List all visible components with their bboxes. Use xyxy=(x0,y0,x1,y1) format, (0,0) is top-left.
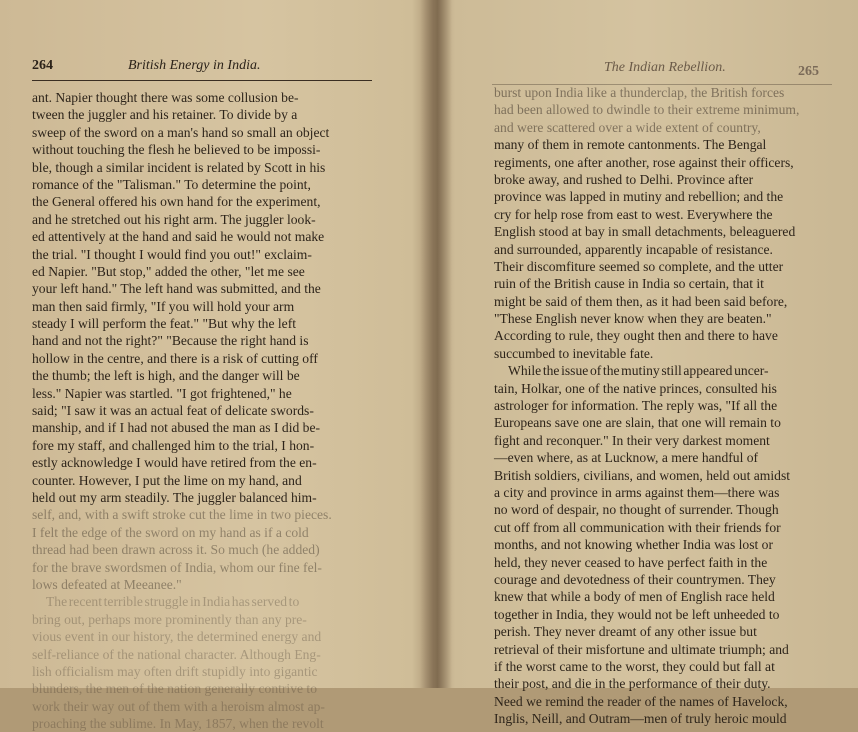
text-line: perish. They never dreamt of any other issue but xyxy=(494,624,757,640)
text-line: held, they never ceased to have perfect faith in the xyxy=(494,554,768,570)
right-page xyxy=(436,0,858,727)
text-line: courage and devotedness of their countrymen. They xyxy=(494,571,776,587)
text-line: ruin of the British cause in India so certain, that it xyxy=(494,276,764,292)
text-line: knew that while a body of men of English race held xyxy=(494,589,775,605)
header-rule xyxy=(32,80,372,81)
text-line: for the brave swordsmen of India, whom our fine fel- xyxy=(32,559,322,575)
text-line: counter. However, I put the lime on my hand, and xyxy=(32,472,302,488)
running-head: British Energy in India. xyxy=(128,58,261,73)
page-body xyxy=(494,84,834,727)
text-line: English stood at bay in small detachments, beleaguered xyxy=(494,224,796,240)
text-line: I felt the edge of the sword on my hand as if a cold xyxy=(32,524,309,540)
text-line: self, and, with a swift stroke cut the lime in two pieces. xyxy=(32,507,332,523)
text-line: broke away, and rushed to Delhi. Province after xyxy=(494,171,754,187)
text-line: fore my staff, and challenged him to the trial, I hon- xyxy=(32,437,315,453)
text-line: bring out, perhaps more prominently than any pre- xyxy=(32,611,307,627)
text-line: and surrounded, apparently incapable of resistance. xyxy=(494,241,773,257)
text-line: regiments, one after another, rose against their officers, xyxy=(494,154,794,170)
text-line: many of them in remote cantonments. The Bengal xyxy=(494,137,767,153)
text-line: without touching the flesh he believed to be impossi- xyxy=(32,142,321,158)
text-line: a city and province in arms against them—there was xyxy=(494,484,780,500)
text-line: province was lapped in mutiny and rebellion; and the xyxy=(494,189,784,205)
text-line: astrologer for information. The reply was, "If all the xyxy=(494,398,778,414)
text-line: Inglis, Neill, and Outram—men of truly heroic mould xyxy=(494,711,787,727)
text-line: lows defeated at Meeanee." xyxy=(32,576,182,592)
text-line: cut off from all communication with their friends for xyxy=(494,519,781,535)
text-line: together in India, they would not be left unheeded to xyxy=(494,606,780,622)
text-line: sweep of the sword on a man's hand so small an object xyxy=(32,124,330,140)
text-line: tain, Holkar, one of the native princes, consulted his xyxy=(494,380,777,396)
text-line: —even where, as at Lucknow, a mere handful of xyxy=(494,450,759,466)
text-line: ble, though a similar incident is related by Scott in his xyxy=(32,159,326,175)
page-body xyxy=(32,89,374,732)
text-line: ant. Napier thought there was some collusion be- xyxy=(32,90,299,105)
text-line: hand and not the right?" "Because the right hand is xyxy=(32,333,309,349)
text-line: According to rule, they ought then and there to have xyxy=(494,328,778,344)
text-line: British soldiers, civilians, and women, held out amidst xyxy=(494,467,791,483)
page-number: 264 xyxy=(32,58,53,73)
text-line: their post, and die in the performance of their duty. xyxy=(494,676,771,692)
text-line: thread had been drawn across it. So much (he added) xyxy=(32,542,320,558)
text-line: work their way out of them with a heroism almost ap- xyxy=(32,698,325,714)
text-line: and were scattered over a wide extent of country, xyxy=(494,119,761,135)
running-head: The Indian Rebellion. xyxy=(604,60,726,75)
text-line: less." Napier was startled. "I got frightened," he xyxy=(32,385,292,401)
text-line: Need we remind the reader of the names of Havelock, xyxy=(494,693,788,709)
text-line: Europeans save one are slain, that one will remain to xyxy=(494,415,781,431)
text-line: no word of despair, no thought of surrender. Though xyxy=(494,502,779,518)
text-line: lish officialism may often drift stupidly into gigantic xyxy=(32,663,318,679)
text-line: estly acknowledge I would have retired from the en- xyxy=(32,455,317,471)
text-line: had been allowed to dwindle to their extreme minimum, xyxy=(494,102,800,118)
text-line: manship, and if I had not abused the man as I did be- xyxy=(32,420,321,436)
text-line: the General offered his own hand for the experiment, xyxy=(32,194,321,210)
text-line: tween the juggler and his retainer. To divide by a xyxy=(32,107,298,123)
text-line: man then said firmly, "If you will hold your arm xyxy=(32,298,295,314)
text-line: retrieval of their misfortune and ultimate triumph; and xyxy=(494,641,789,657)
text-line: blunders, the men of the nation generally contrive to xyxy=(32,681,318,697)
text-line: While the issue of the mutiny still appeared uncer- xyxy=(508,363,769,379)
page-number: 265 xyxy=(798,64,819,79)
text-line: steady I will perform the feat." "But why the left xyxy=(32,316,297,332)
text-line: romance of the "Talisman." To determine the point, xyxy=(32,176,311,192)
text-line: proaching the sublime. In May, 1857, when the revolt xyxy=(32,716,324,732)
text-line: if the worst came to the worst, they could but fall at xyxy=(494,658,775,674)
text-line: self-reliance of the national character. Although Eng- xyxy=(32,646,321,662)
text-line: hollow in the centre, and there is a risk of cutting off xyxy=(32,350,318,366)
text-line: might be said of them then, as it had been said before, xyxy=(494,293,788,309)
text-line: Their discomfiture seemed so complete, and the utter xyxy=(494,258,784,274)
text-line: succumbed to inevitable fate. xyxy=(494,345,654,361)
text-line: vious event in our history, the determined energy and xyxy=(32,629,322,645)
text-line: fight and reconquer." In their very darkest moment xyxy=(494,432,770,448)
text-line: ed Napier. "But stop," added the other, "let me see xyxy=(32,263,305,279)
text-line: the thumb; the left is high, and the danger will be xyxy=(32,368,300,384)
text-line: The recent terrible struggle in India has served to xyxy=(46,594,300,610)
text-line: burst upon India like a thunderclap, the British forces xyxy=(494,85,785,100)
text-line: and he stretched out his right arm. The juggler look- xyxy=(32,211,316,227)
text-line: held out my arm steadily. The juggler balanced him- xyxy=(32,489,317,505)
text-line: ed attentively at the hand and said he would not make xyxy=(32,229,325,245)
text-line: "These English never know when they are beaten." xyxy=(494,311,772,327)
text-line: the trial. "I thought I would find you out!" exclaim- xyxy=(32,246,312,262)
text-line: your left hand." The left hand was submitted, and the xyxy=(32,281,321,297)
text-line: months, and not knowing whether India was lost or xyxy=(494,537,774,553)
text-line: cry for help rose from east to west. Everywhere the xyxy=(494,206,773,222)
text-line: said; "I saw it was an actual feat of delicate swords- xyxy=(32,403,314,419)
